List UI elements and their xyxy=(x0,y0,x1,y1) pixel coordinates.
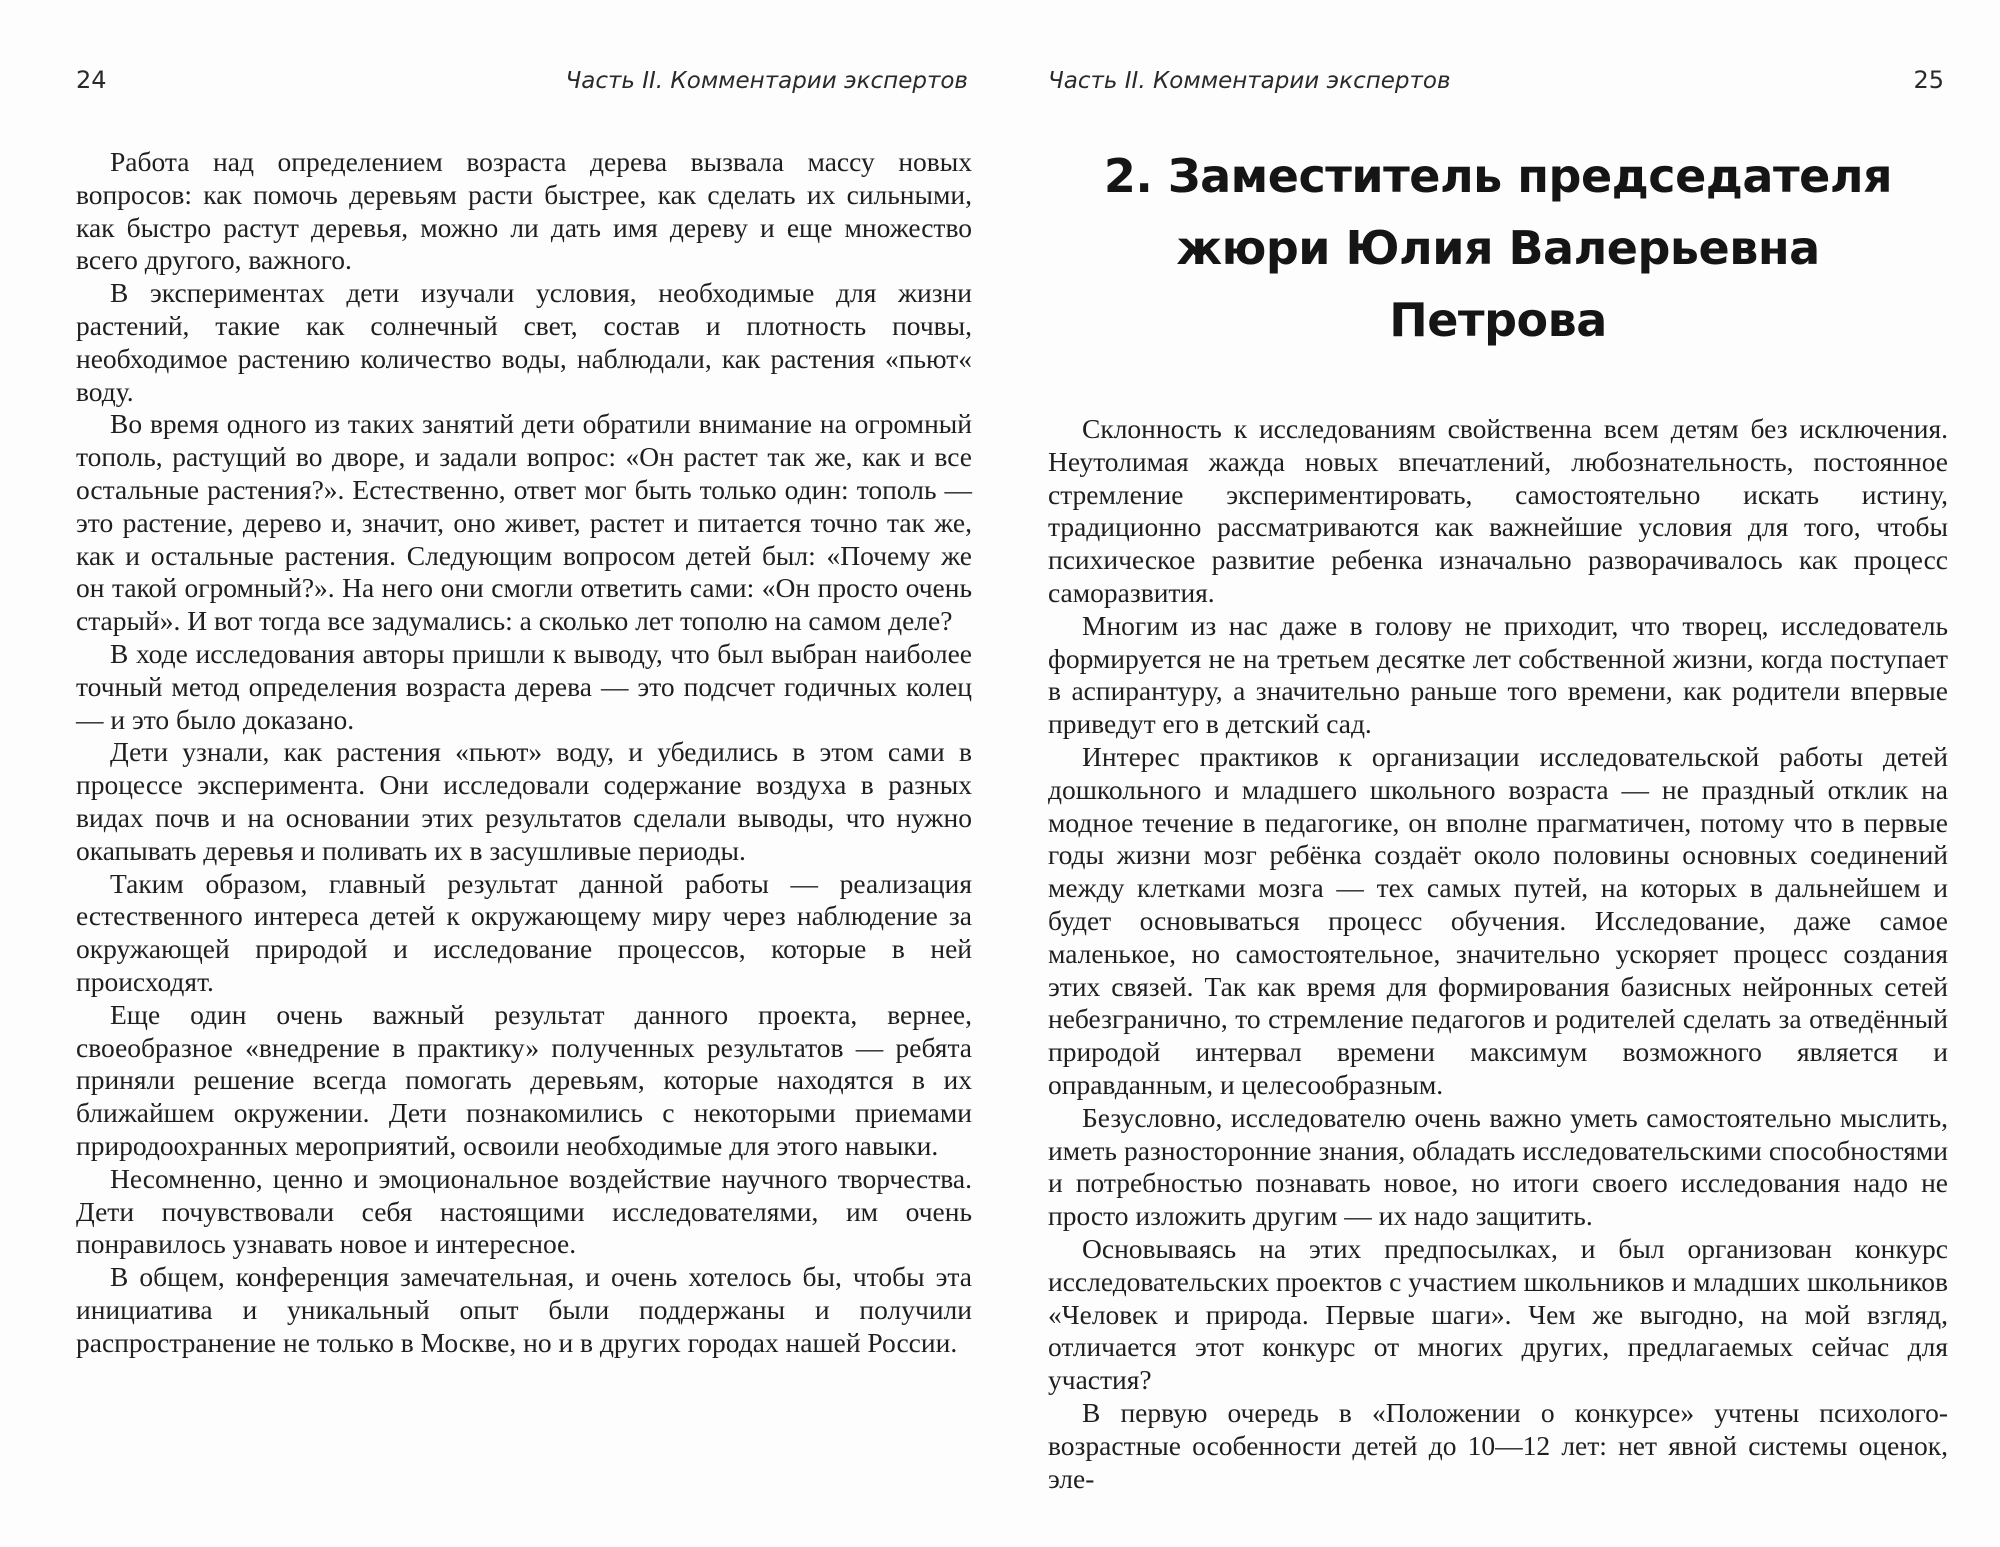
paragraph: Таким образом, главный результат данной работы — реализация естественного интереса детей к окружающему миру через наблюдение за окружающей природой и исследование процессов, которые в ней происходят. xyxy=(76,867,972,997)
running-head: Часть II. Комментарии экспертов xyxy=(565,68,968,94)
paragraph: В ходе исследования авторы пришли к выводу, что был выбран наиболее точный метод определения возраста дерева — это подсчет годичных колец — и это было доказано. xyxy=(76,637,972,735)
paragraph: Основываясь на этих предпосылках, и был организован конкурс исследовательских проектов с участием школьников и младших школьников «Человек и природа. Первые шаги». Чем же выгодно, на мой взгляд, отличается этот конкурс от многих других, предлагаемых сейчас для участия? xyxy=(1048,1232,1948,1396)
paragraph: Интерес практиков к организации исследовательской работы детей дошкольного и младшего школьного возраста — не праздный отклик на модное течение в педагогике, он вполне прагматичен, потому что в первые годы жизни мозг ребёнка создаёт около половины основных соединений между клетками мозга — тех самых путей, на которых в дальнейшем и будет основываться процесс обучения. Исследование, даже самое маленькое, но самостоятельное, значительно ускоряет процесс создания этих связей. Так как время для формирования базисных нейронных сетей небезгранично, то стремление педагогов и родителей сделать за отведённый природой интервал времени максимум возможного является и оправданным, и целесообразным. xyxy=(1048,740,1948,1100)
paragraph: Безусловно, исследователю очень важно уметь самостоятельно мыслить, иметь разносторонние знания, обладать исследовательскими способностями и потребностью познавать новое, но итоги своего исследования надо не просто изложить другим — их надо защитить. xyxy=(1048,1101,1948,1232)
paragraph: Многим из нас даже в голову не приходит, что творец, исследователь формируется не на третьем десятке лет собственной жизни, когда поступает в аспирантуру, а значительно раньше того времени, как родители впервые приведут его в детский сад. xyxy=(1048,609,1948,740)
paragraph: В экспериментах дети изучали условия, необходимые для жизни растений, такие как солнечный свет, состав и плотность почвы, необходимое растению количество воды, наблюдали, как растения «пьют« воду. xyxy=(76,277,972,407)
paragraph: Склонность к исследованиям свойственна всем детям без исключения. Неутолимая жажда новых впечатлений, любознательность, постоянное стремление экспериментировать, самостоятельно искать истину, традиционно рассматриваются как важнейшие условия для того, чтобы психическое развитие ребенка изначально разворачивалось как процесс саморазвития. xyxy=(1048,413,1948,608)
paragraph: Еще один очень важный результат данного проекта, вернее, своеобразное «внедрение в практику» полученных результатов — ребята приняли решение всегда помогать деревьям, которые находятся в их ближайшем окружении. Дети познакомились с некоторыми приемами природоохранных мероприятий, освоили необходимые для этого навыки. xyxy=(76,998,972,1161)
running-head: Часть II. Комментарии экспертов xyxy=(1048,68,1451,94)
right-page xyxy=(1000,0,2000,1547)
body-text xyxy=(76,146,972,1359)
paragraph: Работа над определением возраста дерева вызвала массу новых вопросов: как помочь деревьям расти быстрее, как сделать их сильными, как быстро растут деревья, можно ли дать имя дереву и еще множество всего другого, важного. xyxy=(76,146,972,276)
page-number: 25 xyxy=(1913,66,1944,94)
paragraph: В общем, конференция замечательная, и очень хотелось бы, чтобы эта инициатива и уникальный опыт были поддержаны и получили распространение не только в Москве, но и в других городах нашей России. xyxy=(76,1261,972,1358)
body-text xyxy=(1048,413,1948,1495)
chapter-title-line: 2. Заместитель председателя xyxy=(1103,149,1893,203)
chapter-title-line: Петрова xyxy=(1389,293,1607,347)
paragraph: В первую очередь в «Положении о конкурсе» учтены психолого-возрастные особенности детей до 10—12 лет: нет явной системы оценок, эле- xyxy=(1048,1396,1948,1494)
paragraph: Несомненно, ценно и эмоциональное воздействие научного творчества. Дети почувствовали себя настоящими исследователями, им очень понравилось узнавать новое и интересное. xyxy=(76,1162,972,1260)
page-number: 24 xyxy=(76,66,107,94)
paragraph: Во время одного из таких занятий дети обратили внимание на огромный тополь, растущий во дворе, и задали вопрос: «Он растет так же, как и все остальные растения?». Естественно, ответ мог быть только один: тополь — это растение, дерево и, значит, оно живет, растет и питается точно так же, как и остальные растения. Следующим вопросом детей был: «Почему же он такой огромный?». На него они смогли ответить сами: «Он просто очень старый». И вот тогда все задумались: а сколько лет тополю на самом деле? xyxy=(76,408,972,637)
paragraph: Дети узнали, как растения «пьют» воду, и убедились в этом сами в процессе эксперимента. Они исследовали содержание воздуха в разных видах почв и на основании этих результатов сделали выводы, что нужно окапывать деревья и поливать их в засушливые периоды. xyxy=(76,736,972,866)
chapter-title-line: жюри Юлия Валерьевна xyxy=(1176,221,1820,275)
chapter-title xyxy=(1048,140,1948,356)
